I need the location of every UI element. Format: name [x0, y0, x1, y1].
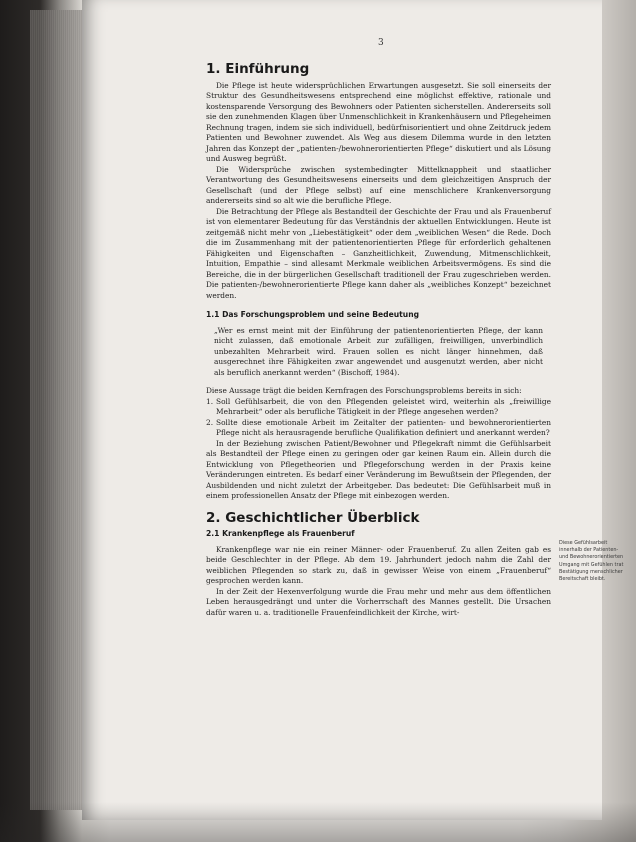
stacked-page-edges — [30, 10, 82, 810]
page-body — [206, 58, 551, 618]
section-1-1-heading: 1.1 Das Forschungsproblem und seine Bedeutung — [206, 310, 420, 319]
chapter-1-heading: 1. Einführung — [206, 61, 310, 77]
list-item — [206, 397, 551, 418]
section-1-1-quote: „Wer es ernst meint mit der Einführung der patientenorientierten Pflege, der kann nicht zulassen, daß emotionale Arbeit zur zufälligen, freiwilligen, unverbindlich unbezahlten Mehrarbeit wird. Frauen sollen es nicht länger hinnehmen, daß ausgerechnet ihre Fähigkeiten zwar angewendet und ausgenutzt werden, aber nicht als beruflich anerkannt werden“ (Bischoff, 1984). — [214, 325, 543, 377]
list-item — [206, 418, 551, 439]
section-2-1-heading: 2.1 Krankenpflege als Frauenberuf — [206, 529, 355, 538]
chapter-1-paragraph-3: Die Betrachtung der Pflege als Bestandteil der Geschichte der Frau und als Frauenberuf ist von elementarer Bedeutung für das Verständnis der aktuellen Entwicklungen. Heute ist zeitgemäß nicht mehr von „Liebestätigkeit“ oder dem „weiblichen Wesen“ die Rede. Doch die im Zusammenhang mit der patientenorientierten Pflege für erforderlich gehaltenen Fähigkeiten und Eigenschaften – Ganzheitlichkeit, Zuwendung, Mitmenschlichkeit, Intuition, Empathie – sind allesamt Merkmale weiblichen Arbeitsvermögens. Es sind die Bereiche, die in der bürgerlichen Gesellschaft traditionell der Frau zugeschrieben werden. Die patienten-/bewohnerorientierte Pflege kann daher als „weibliches Konzept“ bezeichnet werden. — [206, 206, 551, 300]
chapter-2-heading: 2. Geschichtlicher Überblick — [206, 509, 420, 526]
chapter-2-paragraph-2: In der Zeit der Hexenverfolgung wurde die Frau mehr und mehr aus dem öffentlichen Leben herausgedrängt und unter die Vorherrschaft des Mannes gestellt. Die Ursachen dafür waren u. a. traditionelle Frauenfeindlichkeit der Kirche, wirt- — [206, 586, 551, 617]
list-item-text: Soll Gefühlsarbeit, die von den Pflegenden geleistet wird, weiterhin als „freiwillige Mehrarbeit“ oder als berufliche Tätigkeit in der Pflege angesehen werden? — [216, 396, 551, 416]
section-1-1-intro: Diese Aussage trägt die beiden Kernfragen des Forschungsproblems bereits in sich: — [206, 386, 522, 395]
list-item-text: Sollte diese emotionale Arbeit im Zeitalter der patienten- und bewohnerorientierten Pflege nicht als herausragende berufliche Qualifikation definiert und anerkannt werden? — [216, 417, 551, 437]
bleed-through-text — [332, 6, 512, 36]
section-1-1-closing: In der Beziehung zwischen Patient/Bewohner und Pflegekraft nimmt die Gefühlsarbeit als Bestandteil der Pflege einen zu geringen oder gar keinen Raum ein. Allein durch die Entwicklung von Pflegetheorien und Pflegeforschung werden in der Praxis keine Veränderungen eintreten. Es bedarf einer Veränderung im Bewußtsein der Pflegenden, der Ausbildenden und nicht zuletzt der Arbeitgeber. Das bedeutet: Die Gefühlsarbeit muß in einem professionellen Ansatz der Pflege mit einbezogen werden. — [206, 438, 551, 500]
list-item-number: 1. — [206, 396, 214, 406]
page-number: 3 — [378, 38, 384, 48]
chapter-2-paragraph-1: Krankenpflege war nie ein reiner Männer- oder Frauenberuf. Zu allen Zeiten gab es beide Geschlechter in der Pflege. Ab dem 19. Jahrhundert jedoch nahm die Zahl der weiblichen Pflegenden so stark zu, daß in gewisser Weise von einem „Frauenberuf“ gesprochen werden kann. — [206, 544, 551, 585]
list-item-number: 2. — [206, 417, 214, 427]
bottom-shadow — [0, 802, 636, 842]
chapter-1-paragraph-1: Die Pflege ist heute widersprüchlichen Erwartungen ausgesetzt. Sie soll einerseits der Struktur des Gesundheitswesens entsprechend eine möglichst effektive, rationale und kostensparende Versorgung des Bewohners oder Patienten sicherstellen. Andererseits soll sie den zunehmenden Klagen über Unmenschlichkeit in Krankenhäusern und Pflegeheimen Rechnung tragen, indem sie sich individuell, bedürfnisorientiert und ohne Zeitdruck jedem Patienten und Bewohner zuwendet. Als Weg aus diesem Dilemma wurde in den letzten Jahren das Konzept der „patienten-/bewohnerorientierten Pflege“ diskutiert und als Lösung und Ausweg begrüßt. — [206, 80, 551, 163]
research-questions-list — [206, 397, 551, 439]
chapter-1-paragraph-2: Die Widersprüche zwischen systembedingter Mittelknappheit und staatlicher Verantwortung des Gesundheitswesens einerseits und dem gleichzeitigen Anspruch der Gesellschaft (und der Pflege selbst) auf eine menschlichere Krankenversorgung andererseits sind so alt wie die berufliche Pflege. — [206, 164, 551, 205]
margin-note: Diese Gefühlsarbeit innerhalb der Patienten- und Bewohnerorientierten Umgang mit Gefühlen trat Bestätigung menschlicher Bereitschaft bleibt. — [559, 540, 624, 583]
